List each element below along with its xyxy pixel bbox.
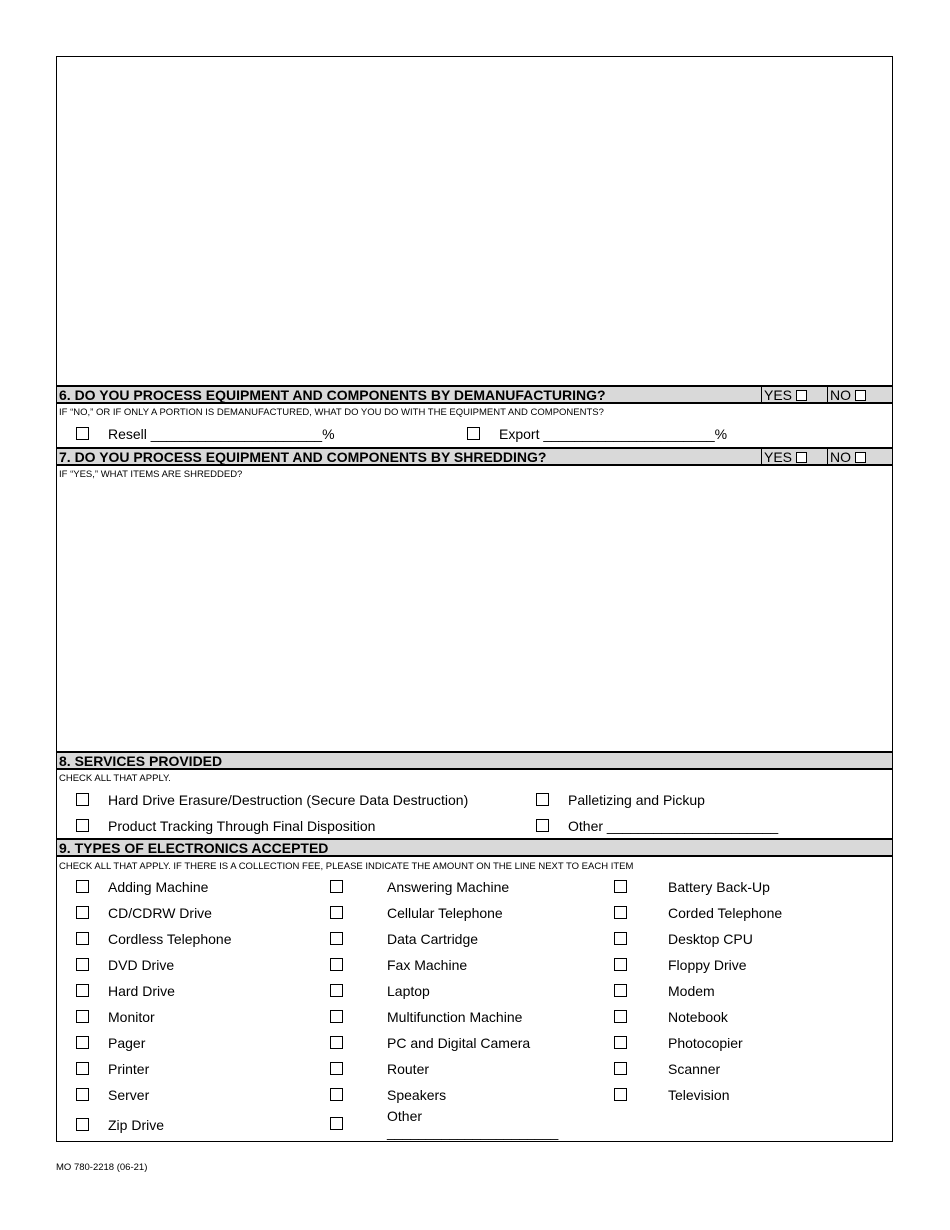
electronics-label: Multifunction Machine bbox=[387, 1009, 523, 1025]
electronics-checkbox[interactable] bbox=[330, 1010, 343, 1023]
electronics-checkbox[interactable] bbox=[330, 958, 343, 971]
electronics-label: Server bbox=[108, 1087, 150, 1103]
electronics-checkbox[interactable] bbox=[76, 880, 89, 893]
electronics-checkbox[interactable] bbox=[614, 932, 627, 945]
electronics-other-line[interactable]: ______________________ bbox=[387, 1124, 559, 1140]
electronics-label: DVD Drive bbox=[108, 957, 175, 973]
section-7-yes-label: YES bbox=[764, 449, 793, 465]
electronics-label: Television bbox=[668, 1087, 730, 1103]
electronics-checkbox[interactable] bbox=[76, 1036, 89, 1049]
electronics-label: Data Cartridge bbox=[387, 931, 479, 947]
electronics-other-checkbox[interactable] bbox=[330, 1117, 343, 1130]
export-label: Export ______________________% bbox=[499, 426, 728, 442]
electronics-label: Hard Drive bbox=[108, 983, 175, 999]
electronics-checkbox[interactable] bbox=[330, 906, 343, 919]
export-checkbox[interactable] bbox=[467, 427, 480, 440]
electronics-label: Fax Machine bbox=[387, 957, 468, 973]
form-page bbox=[56, 56, 893, 1142]
electronics-checkbox[interactable] bbox=[76, 958, 89, 971]
section-6-title: 6. DO YOU PROCESS EQUIPMENT AND COMPONENTS BY DEMANUFACTURING? bbox=[59, 387, 606, 403]
resell-checkbox[interactable] bbox=[76, 427, 89, 440]
electronics-label: CD/CDRW Drive bbox=[108, 905, 212, 921]
electronics-checkbox[interactable] bbox=[76, 932, 89, 945]
electronics-checkbox[interactable] bbox=[76, 1118, 89, 1131]
section-7-yes-checkbox[interactable] bbox=[796, 452, 807, 463]
electronics-label: Floppy Drive bbox=[668, 957, 747, 973]
resell-label: Resell ______________________% bbox=[108, 426, 335, 442]
section-7-header bbox=[57, 447, 892, 466]
service-label: Palletizing and Pickup bbox=[568, 792, 705, 808]
section-6-no[interactable] bbox=[827, 387, 866, 403]
section-6-yes[interactable] bbox=[761, 387, 807, 403]
electronics-checkbox[interactable] bbox=[330, 984, 343, 997]
blank-entry-area-5[interactable] bbox=[57, 57, 892, 385]
section-6-no-label: NO bbox=[830, 387, 851, 403]
service-checkbox[interactable] bbox=[76, 819, 89, 832]
section-8-title: 8. SERVICES PROVIDED bbox=[59, 753, 223, 769]
electronics-checkbox[interactable] bbox=[614, 906, 627, 919]
electronics-label: Notebook bbox=[668, 1009, 728, 1025]
electronics-checkbox[interactable] bbox=[614, 1010, 627, 1023]
electronics-label: Cellular Telephone bbox=[387, 905, 503, 921]
section-7-subtitle: IF “YES,” WHAT ITEMS ARE SHREDDED? bbox=[59, 469, 243, 480]
electronics-label: Laptop bbox=[387, 983, 430, 999]
electronics-checkbox[interactable] bbox=[76, 984, 89, 997]
electronics-checkbox[interactable] bbox=[330, 1036, 343, 1049]
section-9-header bbox=[57, 838, 892, 857]
electronics-checkbox[interactable] bbox=[330, 932, 343, 945]
section-9-title: 9. TYPES OF ELECTRONICS ACCEPTED bbox=[59, 840, 329, 856]
section-7-no-checkbox[interactable] bbox=[855, 452, 866, 463]
electronics-label: Scanner bbox=[668, 1061, 721, 1077]
electronics-label: Desktop CPU bbox=[668, 931, 753, 947]
electronics-label: Zip Drive bbox=[108, 1117, 165, 1133]
service-other-checkbox[interactable] bbox=[536, 819, 549, 832]
service-checkbox[interactable] bbox=[76, 793, 89, 806]
electronics-label: Photocopier bbox=[668, 1035, 743, 1051]
section-8-subtitle: CHECK ALL THAT APPLY. bbox=[59, 773, 171, 784]
electronics-checkbox[interactable] bbox=[76, 906, 89, 919]
section-6-header bbox=[57, 385, 892, 404]
electronics-checkbox[interactable] bbox=[330, 1062, 343, 1075]
electronics-label: Answering Machine bbox=[387, 879, 510, 895]
shredded-items-entry-area[interactable] bbox=[57, 481, 892, 751]
electronics-label: Adding Machine bbox=[108, 879, 209, 895]
service-label: Hard Drive Erasure/Destruction (Secure Data Destruction) bbox=[108, 792, 469, 808]
form-number: MO 780-2218 (06-21) bbox=[56, 1162, 148, 1173]
section-8-header bbox=[57, 751, 892, 770]
service-checkbox[interactable] bbox=[536, 793, 549, 806]
section-7-no-label: NO bbox=[830, 449, 851, 465]
electronics-label: Pager bbox=[108, 1035, 146, 1051]
electronics-label: Battery Back-Up bbox=[668, 879, 770, 895]
service-other-label: Other ______________________ bbox=[568, 818, 779, 834]
section-7-yes[interactable] bbox=[761, 449, 807, 465]
electronics-label: PC and Digital Camera bbox=[387, 1035, 531, 1051]
electronics-checkbox[interactable] bbox=[614, 1036, 627, 1049]
electronics-checkbox[interactable] bbox=[76, 1088, 89, 1101]
electronics-label: Cordless Telephone bbox=[108, 931, 232, 947]
electronics-checkbox[interactable] bbox=[614, 958, 627, 971]
electronics-checkbox[interactable] bbox=[614, 984, 627, 997]
electronics-checkbox[interactable] bbox=[76, 1062, 89, 1075]
electronics-label: Monitor bbox=[108, 1009, 155, 1025]
electronics-checkbox[interactable] bbox=[330, 1088, 343, 1101]
section-6-no-checkbox[interactable] bbox=[855, 390, 866, 401]
electronics-other-label: Other bbox=[387, 1108, 423, 1124]
electronics-checkbox[interactable] bbox=[76, 1010, 89, 1023]
section-9-subtitle: CHECK ALL THAT APPLY. IF THERE IS A COLLECTION FEE, PLEASE INDICATE THE AMOUNT ON THE LINE NEXT TO EACH ITEM bbox=[59, 861, 634, 872]
electronics-checkbox[interactable] bbox=[614, 1062, 627, 1075]
electronics-checkbox[interactable] bbox=[614, 880, 627, 893]
electronics-label: Printer bbox=[108, 1061, 150, 1077]
electronics-label: Router bbox=[387, 1061, 430, 1077]
electronics-checkbox[interactable] bbox=[614, 1088, 627, 1101]
section-6-yes-label: YES bbox=[764, 387, 793, 403]
electronics-label: Modem bbox=[668, 983, 715, 999]
service-label: Product Tracking Through Final Disposition bbox=[108, 818, 376, 834]
section-6-subtitle: IF “NO,” OR IF ONLY A PORTION IS DEMANUFACTURED, WHAT DO YOU DO WITH THE EQUIPMENT AND COMPONENTS? bbox=[59, 407, 604, 418]
electronics-label: Speakers bbox=[387, 1087, 447, 1103]
electronics-checkbox[interactable] bbox=[330, 880, 343, 893]
section-7-no[interactable] bbox=[827, 449, 866, 465]
section-7-title: 7. DO YOU PROCESS EQUIPMENT AND COMPONENTS BY SHREDDING? bbox=[59, 449, 547, 465]
section-6-yes-checkbox[interactable] bbox=[796, 390, 807, 401]
electronics-label: Corded Telephone bbox=[668, 905, 783, 921]
